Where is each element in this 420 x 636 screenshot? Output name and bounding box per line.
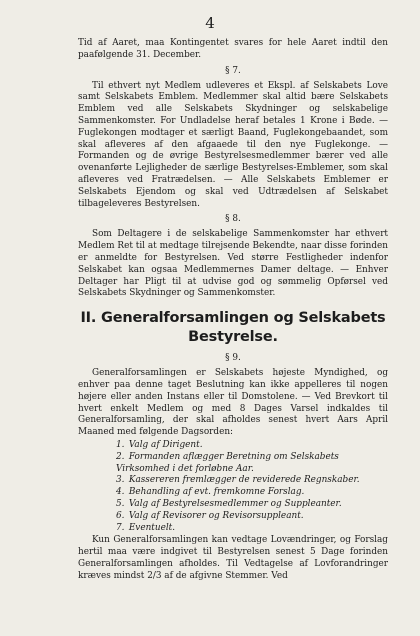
page-number: 4 xyxy=(205,14,215,32)
paragraph-continued: Tid af Aaret, maa Kontingentet svares for hele Aaret indtil den paafølgende 31. December. xyxy=(78,38,388,60)
agenda-item: 6. Valg af Revisorer og Revisorsuppleant. xyxy=(116,510,304,521)
agenda-item: 3. Kassereren fremlægger de reviderede Regnskaber. xyxy=(116,475,360,486)
agenda-item: 4. Behandling af evt. fremkomne Forslag. xyxy=(116,487,305,498)
agenda-item: 5. Valg af Bestyrelsesmedlemmer og Suppleanter. xyxy=(116,498,342,509)
section-8-heading: § 8. xyxy=(225,214,241,225)
section-9-heading: § 9. xyxy=(225,353,241,364)
section-7-heading: § 7. xyxy=(225,65,241,76)
page-body xyxy=(78,38,388,582)
paragraph-section-8: Som Deltagere i de selskabelige Sammenkomster har ethvert Medlem Ret til at medtage tilrejsende Bekendte, naar disse forinden er anmeldte for Bestyrelsen. Ved større Festligheder indenfor Selskabet kan ogsaa Medlemmernes Damer deltage. — Enhver Deltager har Pligt til at udvise god og sømmelig Opførsel ved Selskabets Skydninger og Sammenkomster. xyxy=(78,229,388,299)
agenda-item: 2. Formanden aflægger Beretning om Selskabets Virksomhed i det forløbne Aar. xyxy=(116,451,339,474)
agenda-list xyxy=(78,440,388,534)
paragraph-final: Kun Generalforsamlingen kan vedtage Lovændringer, og Forslag hertil maa være indgivet til Bestyrelsen senest 5 Dage forinden Generalforsamlingen afholdes. Til Vedtagelse af Lovforandringer kræves mindst 2/3 af de afgivne Stemmer. Ved xyxy=(78,535,388,581)
agenda-item: 1. Valg af Dirigent. xyxy=(116,439,203,450)
paragraph-section-7: Til ethvert nyt Medlem udleveres et Ekspl. af Selskabets Love samt Selskabets Emblem. Medlemmer skal altid bære Selskabets Emblem ved alle Selskabets Skydninger og selskabelige Sammenkomster. For Undladelse heraf betales 1 Krone i Bøde. — Fuglekongen modtager et særligt Baand, Fuglekongebaandet, som skal afleveres af den afgaaede til den nye Fuglekonge. — Formanden og de øvrige Bestyrelsesmedlemmer bærer ved alle ovenanførte Lejligheder de særlige Bestyrelses-Emblemer, som skal afleveres ved Fratrædelsen. — Alle Selskabets Emblemer er Selskabets Ejendom og skal ved Udtrædelsen af Selskabet tilbageleveres Bestyrelsen. xyxy=(78,80,388,209)
chapter-heading: II. Generalforsamlingen og Selskabets Bestyrelse. xyxy=(80,310,386,346)
agenda-item: 7. Eventuelt. xyxy=(116,522,176,533)
paragraph-section-9: Generalforsamlingen er Selskabets højeste Myndighed, og enhver paa denne taget Beslutning kan ikke appelleres til nogen højere eller anden Instans eller til Domstolene. — Ved Brevkort til hvert enkelt Medlem og med 8 Dages Varsel indkaldes til Generalforsamling, der skal afholdes senest hvert Aars April Maaned med følgende Dagsorden: xyxy=(78,368,388,438)
